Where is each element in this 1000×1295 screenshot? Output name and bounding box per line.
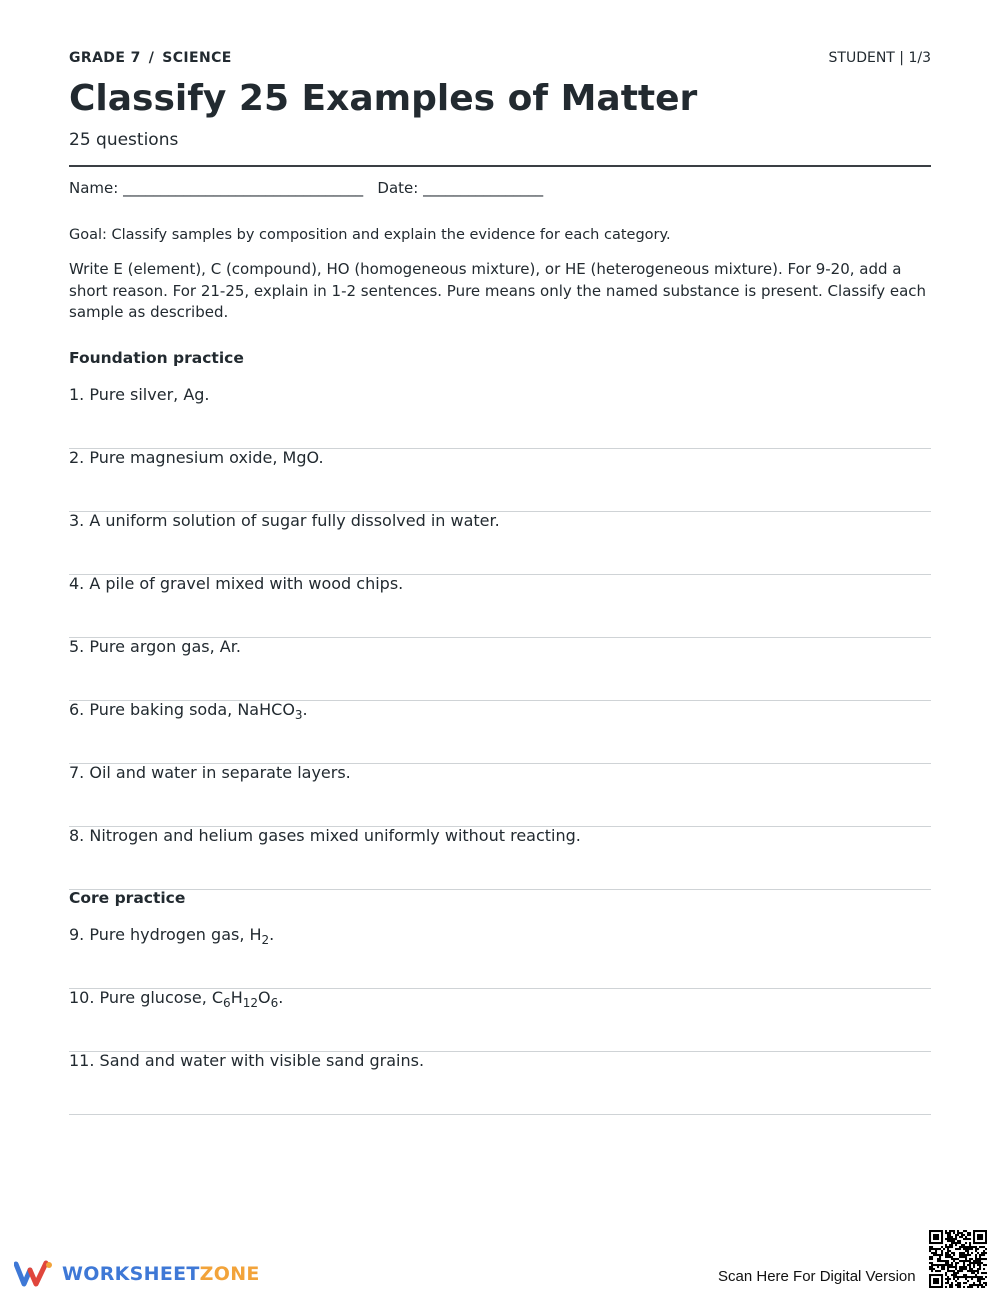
question-item: [69, 511, 931, 575]
question-number: 5.: [69, 637, 90, 656]
question-text: [69, 448, 324, 467]
question-text: [69, 385, 210, 404]
name-field[interactable]: ________________________________: [123, 179, 364, 197]
logo-text-worksheet: WORKSHEET: [62, 1263, 200, 1285]
subject-label: SCIENCE: [162, 50, 232, 66]
question-number: 4.: [69, 574, 90, 593]
question-body: Pure argon gas, Ar.: [89, 637, 241, 656]
question-body: Pure magnesium oxide, MgO.: [89, 448, 324, 467]
question-text: [69, 700, 308, 722]
name-date-row: [69, 179, 543, 197]
question-item: [69, 826, 931, 890]
question-item: [69, 574, 931, 638]
question-item: [69, 385, 931, 449]
title-divider: [69, 165, 931, 167]
subscript: 2: [261, 933, 270, 947]
grade-subject: [69, 50, 232, 66]
question-text: [69, 637, 241, 656]
header-bar: [69, 50, 931, 70]
grade-label: GRADE 7: [69, 50, 141, 66]
section-heading-core: Core practice: [69, 889, 186, 907]
question-text: [69, 763, 351, 782]
question-item: [69, 448, 931, 512]
question-body: A uniform solution of sugar fully dissolved in water.: [89, 511, 500, 530]
question-body: H: [230, 988, 243, 1007]
question-body: Pure baking soda, NaHCO: [89, 700, 295, 719]
question-body: Pure hydrogen gas, H: [89, 925, 262, 944]
question-body: .: [278, 988, 284, 1007]
worksheetzone-logo[interactable]: [14, 1258, 260, 1290]
grade-separator: /: [148, 50, 155, 66]
question-body: Nitrogen and helium gases mixed uniformly without reacting.: [89, 826, 581, 845]
question-body: Pure glucose, C: [99, 988, 224, 1007]
question-body: .: [302, 700, 308, 719]
page-info: STUDENT | 1/3: [828, 50, 931, 66]
question-number: 10.: [69, 988, 100, 1007]
question-body: O: [258, 988, 271, 1007]
instructions-text: Write E (element), C (compound), HO (homogeneous mixture), or HE (heterogeneous mixture). For 9-20, add a short reason. For 21-25, explain in 1-2 sentences. Pure means only the named substance is present. Classify each sample as described.: [69, 260, 927, 321]
question-text: [69, 574, 403, 593]
section-heading-foundation: Foundation practice: [69, 349, 244, 367]
subscript: 12: [242, 996, 258, 1010]
question-number: 2.: [69, 448, 90, 467]
question-item: [69, 925, 931, 989]
logo-text: [62, 1263, 260, 1285]
goal-text: Goal: Classify samples by composition and explain the evidence for each category.: [69, 227, 671, 243]
question-item: [69, 1051, 931, 1115]
question-item: [69, 637, 931, 701]
question-item: [69, 763, 931, 827]
question-text: [69, 826, 581, 845]
subscript: 6: [270, 996, 279, 1010]
question-item: [69, 988, 931, 1052]
subscript: 3: [294, 708, 303, 722]
question-text: [69, 511, 500, 530]
question-count: 25 questions: [69, 130, 179, 150]
logo-icon: [14, 1260, 54, 1288]
worksheet-title: Classify 25 Examples of Matter: [69, 78, 698, 119]
question-body: A pile of gravel mixed with wood chips.: [89, 574, 404, 593]
question-number: 11.: [69, 1051, 100, 1070]
question-number: 7.: [69, 763, 90, 782]
subscript: 6: [223, 996, 231, 1010]
question-number: 6.: [69, 700, 90, 719]
name-label: Name:: [69, 179, 119, 197]
question-number: 8.: [69, 826, 90, 845]
question-text: [69, 988, 284, 1010]
question-body: .: [269, 925, 275, 944]
question-body: Oil and water in separate layers.: [89, 763, 351, 782]
date-label: Date:: [377, 179, 419, 197]
question-number: 3.: [69, 511, 90, 530]
question-item: [69, 700, 931, 764]
question-body: Sand and water with visible sand grains.: [99, 1051, 425, 1070]
question-number: 1.: [69, 385, 90, 404]
question-text: [69, 925, 275, 947]
qr-code-icon[interactable]: [929, 1230, 987, 1288]
logo-text-zone: ZONE: [199, 1263, 260, 1285]
question-text: [69, 1051, 424, 1070]
date-field[interactable]: ________________: [423, 179, 544, 197]
question-body: Pure silver, Ag.: [89, 385, 210, 404]
question-number: 9.: [69, 925, 90, 944]
scan-caption: Scan Here For Digital Version: [718, 1268, 916, 1285]
